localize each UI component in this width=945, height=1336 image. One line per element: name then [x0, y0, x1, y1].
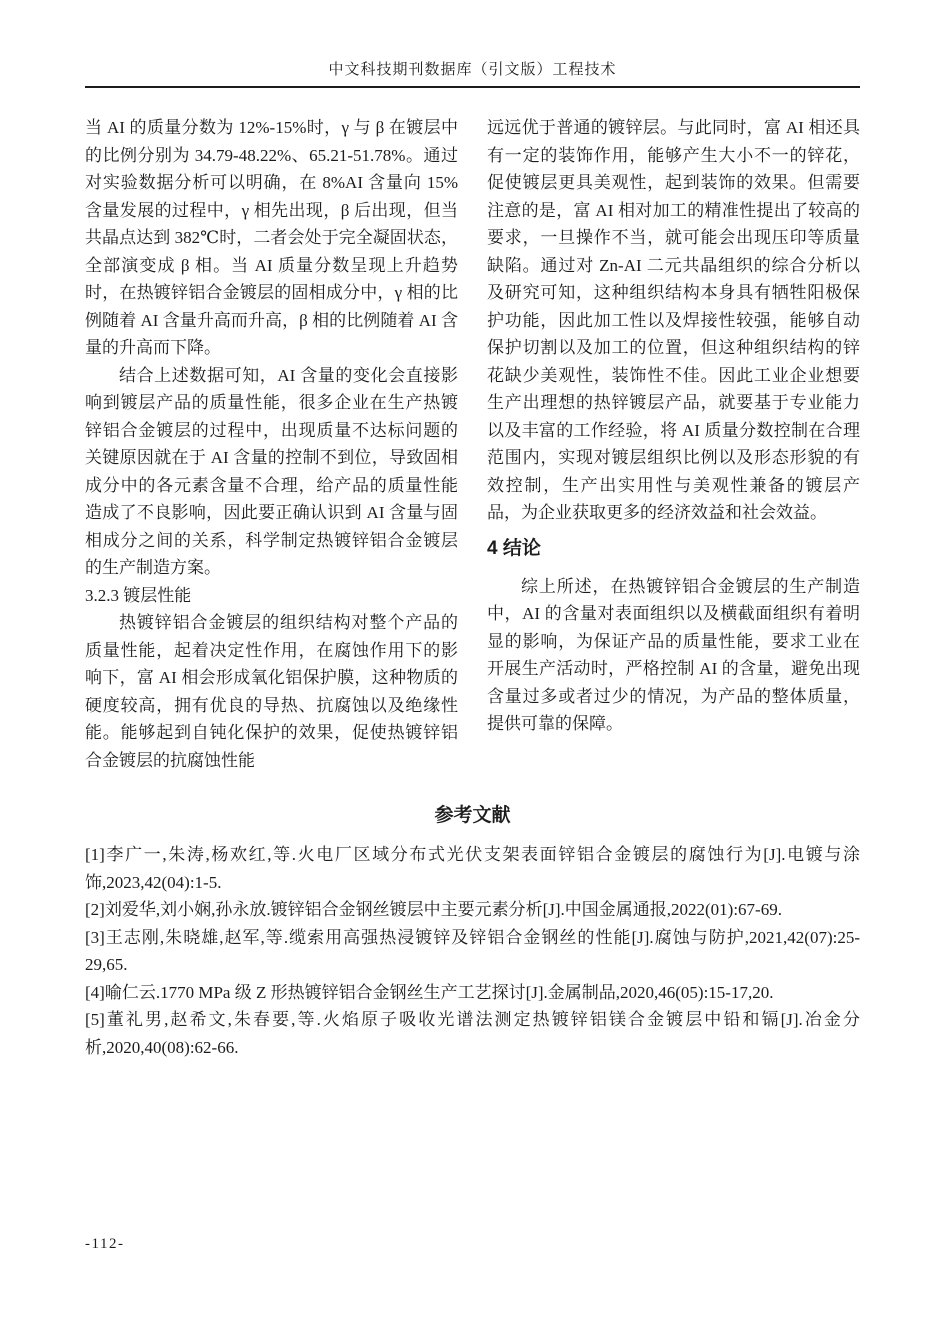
page-header: [0, 0, 945, 79]
paragraph: 远远优于普通的镀锌层。与此同时，富 AI 相还具有一定的装饰作用，能够产生大小不一的锌花，促使镀层更具美观性，起到装饰的效果。但需要注意的是，富 AI 相对加工的精准性提出了较高的要求，一旦操作不当，就可能会出现压印等质量缺陷。通过对 Zn-AI 二元共晶组织的综合分析以及研究可知，这种组织结构本身具有牺牲阳极保护功能，因此加工性以及焊接性较强，能够自动保护切割以及加工的位置，但这种组织结构的锌花缺少美观性，装饰性不佳。因此工业企业想要生产出理想的热锌镀层产品，就要基于专业能力以及丰富的工作经验，将 AI 质量分数控制在合理范围内，实现对镀层组织比例以及形态形貌的有效控制，生产出实用性与美观性兼备的镀层产品，为企业获取更多的经济效益和社会效益。: [487, 118, 860, 522]
reference-item: [1]李广一,朱涛,杨欢红,等.火电厂区域分布式光伏支架表面锌铝合金镀层的腐蚀行为[J].电镀与涂饰,2023,42(04):1-5.: [85, 845, 860, 892]
paragraph: 当 AI 的质量分数为 12%-15%时，γ 与 β 在镀层中的比例分别为 34.79-48.22%、65.21-51.78%。通过对实验数据分析可以明确，在 8%AI 含量向 15%含量发展的过程中，γ 相先出现，β 后出现，但当共晶点达到 382℃时，二者会处于完全凝固状态，全部演变成 β 相。当 AI 质量分数呈现上升趋势时，在热镀锌铝合金镀层的固相成分中，γ 相的比例随着 AI 含量升高而升高，β 相的比例随着 AI 含量的升高而下降。: [85, 118, 458, 357]
reference-item: [5]董礼男,赵希文,朱春要,等.火焰原子吸收光谱法测定热镀锌铝镁合金镀层中铅和镉[J].冶金分析,2020,40(08):62-66.: [85, 1010, 860, 1057]
reference-item: [4]喻仁云.1770 MPa 级 Z 形热镀锌铝合金钢丝生产工艺探讨[J].金属制品,2020,46(05):15-17,20.: [85, 982, 774, 1002]
references-section: [85, 800, 860, 1061]
references-title: 参考文献: [434, 805, 511, 826]
paragraph: 热镀锌铝合金镀层的组织结构对整个产品的质量性能，起着决定性作用，在腐蚀作用下的影响下，富 AI 相会形成氧化铝保护膜，这种物质的硬度较高，拥有优良的导热、抗腐蚀以及绝缘性能。能够起到自钝化保护的效果，促使热镀锌铝合金镀层的抗腐蚀性能: [85, 613, 458, 770]
journal-title: 中文科技期刊数据库（引文版）工程技术: [328, 62, 617, 78]
content-columns: [85, 114, 860, 774]
right-column: [487, 114, 860, 774]
reference-item: [2]刘爱华,刘小娴,孙永放.镀锌铝合金钢丝镀层中主要元素分析[J].中国金属通报,2022(01):67-69.: [85, 900, 782, 919]
page-number: -112-: [85, 1236, 125, 1252]
left-column: [85, 114, 458, 774]
subsection-heading: 3.2.3 镀层性能: [85, 585, 192, 605]
reference-item: [3]王志刚,朱晓雄,赵军,等.缆索用高强热浸镀锌及锌铝合金钢丝的性能[J].腐蚀与防护,2021,42(07):25-29,65.: [85, 927, 860, 974]
conclusion-heading: 4 结论: [487, 537, 541, 559]
paragraph: 结合上述数据可知，AI 含量的变化会直接影响到镀层产品的质量性能，很多企业在生产热镀锌铝合金镀层的过程中，出现质量不达标问题的关键原因就在于 AI 含量的控制不到位，导致固相成分中的各元素含量不合理，给产品的质量性能造成了不良影响，因此要正确认识到 AI 含量与固相成分之间的关系，科学制定热镀锌铝合金镀层的生产制造方案。: [85, 365, 458, 577]
header-rule: [85, 86, 860, 88]
paragraph: 综上所述，在热镀锌铝合金镀层的生产制造中，AI 的含量对表面组织以及横截面组织有着明显的影响，为保证产品的质量性能，要求工业在开展生产活动时，严格控制 AI 的含量，避免出现含量过多或者过少的情况，为产品的整体质量，提供可靠的保障。: [487, 576, 860, 733]
